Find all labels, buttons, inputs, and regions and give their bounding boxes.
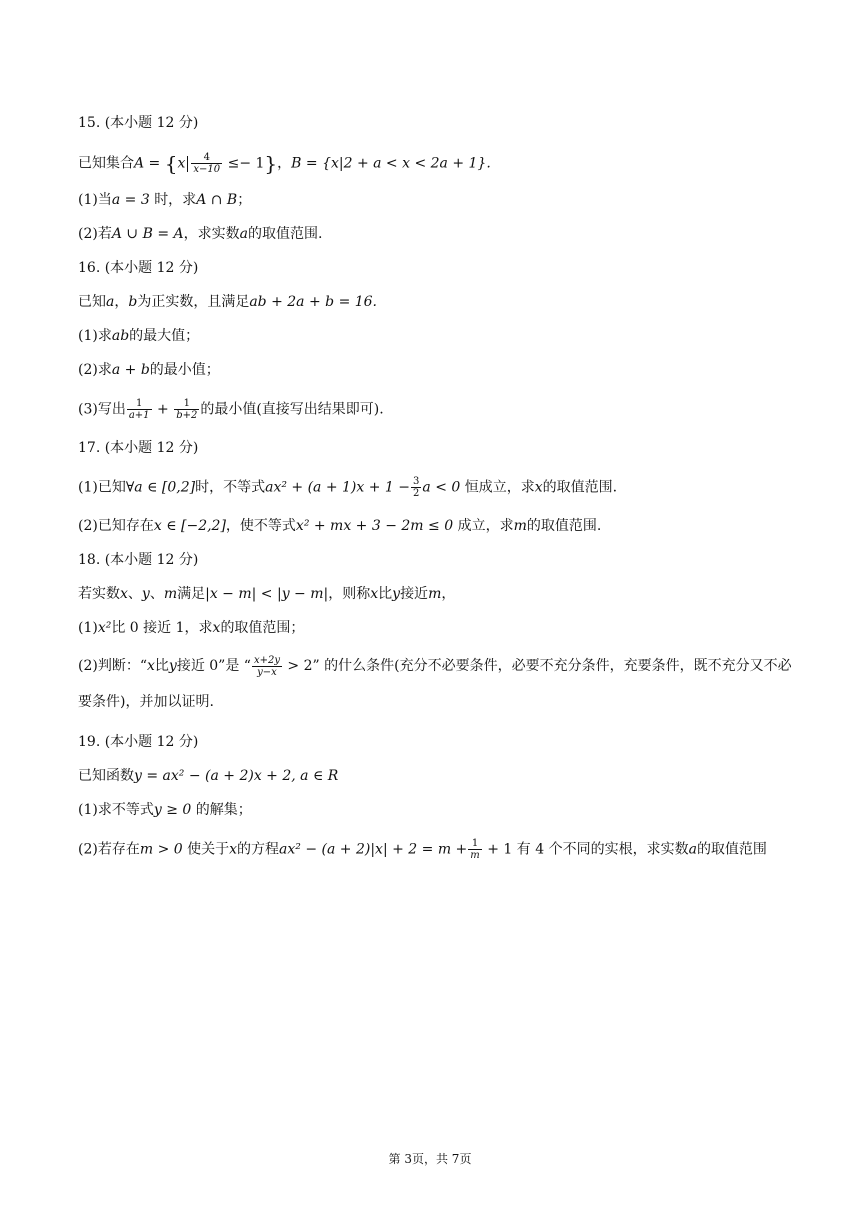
text-span: ab: [111, 328, 130, 344]
text-span: 有 4 个不同的实根，求实数: [516, 841, 689, 858]
problem-15-header: 15. (本小题 12 分): [78, 115, 199, 131]
text-span: x: [147, 658, 155, 674]
text-span: 的最小值(直接写出结果即可).: [200, 401, 384, 418]
text-span: x: [120, 586, 128, 602]
text: ，: [277, 155, 292, 172]
text-span: y−x: [252, 666, 282, 678]
text-span: m: [513, 518, 527, 534]
text-span: + 1: [482, 841, 513, 858]
text-span: (1)当: [78, 192, 112, 208]
text-span: a: [688, 841, 697, 858]
problem-16-header: 16. (本小题 12 分): [78, 260, 199, 276]
text-span: 的取值范围: [696, 841, 767, 858]
problem-18-q1: [78, 618, 800, 638]
text-span: (2)若存在: [78, 841, 140, 858]
problem-18-q2: [78, 648, 794, 720]
text-span: ，: [441, 586, 456, 602]
text-span: A ∪ B = A: [111, 226, 184, 242]
text-span: ，使不等式: [225, 518, 296, 534]
text-span: x² + mx + 3 − 2m ≤ 0: [295, 518, 454, 534]
text-span: ；: [237, 192, 252, 208]
text-span: 恒成立，求: [464, 479, 535, 496]
text-span: y = ax² − (a + 2)x + 2, a ∈ R: [134, 768, 339, 784]
text-span: 的最大值；: [129, 328, 200, 344]
text-span: 1: [471, 838, 479, 849]
text-span: +: [152, 401, 174, 418]
text-span: ” 的什么条件(充分不必要条件，必要不充分条件，充要条件，既不充分又不必要条件)，并加以证明.: [78, 658, 792, 710]
text: 已知集合: [78, 155, 134, 172]
text-span: m > 0: [139, 841, 183, 858]
text-span: 的取值范围.: [542, 479, 618, 496]
text-span: x: [534, 479, 543, 496]
text-span: y: [168, 658, 177, 674]
text-span: 的取值范围.: [526, 518, 602, 534]
text-span: 时，求: [154, 192, 197, 208]
text-span: a: [106, 294, 115, 310]
text-span: 、: [127, 586, 142, 602]
text-span: 的取值范围；: [220, 620, 305, 636]
math: A =: [134, 155, 165, 172]
text-span: (2)求: [78, 362, 112, 378]
text-span: > 2: [282, 658, 313, 674]
text-span: (1): [78, 620, 98, 636]
text-span: (2)已知存在: [78, 518, 154, 534]
text-span: ，则称: [328, 586, 371, 602]
text-span: y: [141, 586, 150, 602]
text-span: 比 0 接近 1，求: [111, 620, 213, 636]
text-span: b: [128, 294, 138, 310]
brace: {: [164, 151, 178, 176]
math: x: [177, 155, 186, 172]
fraction: [468, 838, 481, 861]
text-span: 满足: [177, 586, 206, 602]
text-span: (1)已知: [78, 479, 126, 496]
text-span: 1: [136, 398, 143, 409]
text-span: 为正实数，且满足: [137, 294, 250, 310]
text-span: 的方程: [237, 841, 280, 858]
text-span: a: [239, 226, 248, 242]
text-span: (2)判断：“: [78, 658, 147, 674]
text-span: 的最小值；: [149, 362, 220, 378]
text-span: x+2y: [253, 654, 280, 666]
problem-16-q3: [78, 398, 800, 421]
problem-19-q1: [78, 800, 800, 820]
text-span: a + b: [111, 362, 150, 378]
fraction: [191, 152, 222, 175]
text-span: 、: [149, 586, 164, 602]
text-span: (3)写出: [78, 401, 126, 418]
problem-15-stem: [78, 152, 800, 175]
problem-17-q1: [78, 476, 800, 499]
text-span: 比: [154, 658, 169, 674]
text-span: b+2: [176, 410, 198, 421]
text-span: |x − m| < |y − m|: [205, 586, 329, 602]
text-span: 接近 0”是 “: [176, 658, 251, 674]
text-span: m: [428, 586, 442, 602]
text-span: A ∩ B: [196, 192, 238, 208]
text-span: 成立，求: [457, 518, 514, 534]
text-span: 若实数: [78, 586, 120, 602]
text-span: 接近: [400, 586, 429, 602]
text-span: 已知函数: [78, 768, 134, 784]
problem-19-q2: [78, 838, 800, 861]
problem-16-q1: [78, 326, 800, 346]
fraction: [127, 398, 152, 421]
text-span: ab + 2a + b = 16.: [249, 294, 378, 310]
text-span: 已知: [78, 294, 106, 310]
problem-15-q1: [78, 190, 800, 210]
text-span: ，求实数: [183, 226, 240, 242]
problem-19-header: 19. (本小题 12 分): [78, 734, 199, 750]
problem-17-q2: [78, 516, 800, 536]
text-span: 3: [413, 476, 420, 487]
text-span: y: [392, 586, 401, 602]
text-span: 时，不等式: [195, 479, 266, 496]
text-span: ax² + (a + 1)x + 1 −: [265, 479, 411, 496]
text-span: x: [370, 586, 379, 602]
fraction: [252, 655, 282, 678]
text-span: 4: [203, 152, 210, 163]
text-span: x ∈ [−2,2]: [153, 518, 226, 534]
problem-16-q2: [78, 360, 800, 380]
text-span: a+1: [128, 410, 150, 421]
text-span: x−10: [193, 164, 221, 175]
text-span: 1: [183, 398, 190, 409]
math: B = {x|2 + a < x < 2a + 1}.: [291, 155, 491, 172]
text-span: x: [212, 620, 221, 636]
text-span: a < 0: [422, 479, 461, 496]
text-span: ∀a ∈ [0,2]: [125, 479, 196, 496]
problem-16-stem: [78, 292, 800, 312]
text-span: y ≥ 0: [153, 802, 192, 818]
text-span: x: [229, 841, 238, 858]
text-span: (1)求不等式: [78, 802, 154, 818]
problem-17-header: 17. (本小题 12 分): [78, 440, 199, 456]
text-span: 的解集；: [195, 802, 252, 818]
fraction: [174, 398, 199, 421]
text-span: 的取值范围.: [247, 226, 323, 242]
text-span: 比: [378, 586, 393, 602]
text-span: m: [163, 586, 178, 602]
math: ≤− 1: [223, 155, 265, 172]
text-span: ，: [114, 294, 129, 310]
text-span: (2)若: [78, 226, 112, 242]
text-span: (1)求: [78, 328, 112, 344]
text-span: x²: [97, 620, 112, 636]
problem-15-q2: [78, 224, 800, 244]
problem-19-stem: [78, 766, 800, 786]
text-span: 2: [413, 488, 420, 499]
problem-18-stem: [78, 584, 800, 604]
text-span: 使关于: [187, 841, 230, 858]
text-span: a = 3: [111, 192, 150, 208]
problem-18-header: 18. (本小题 12 分): [78, 552, 199, 568]
text-span: ax² − (a + 2)|x| + 2 = m +: [279, 841, 468, 858]
brace: }: [264, 151, 278, 176]
text-span: m: [470, 850, 480, 861]
fraction: [411, 476, 421, 499]
page-footer: 第 3页，共 7页: [388, 1152, 472, 1166]
